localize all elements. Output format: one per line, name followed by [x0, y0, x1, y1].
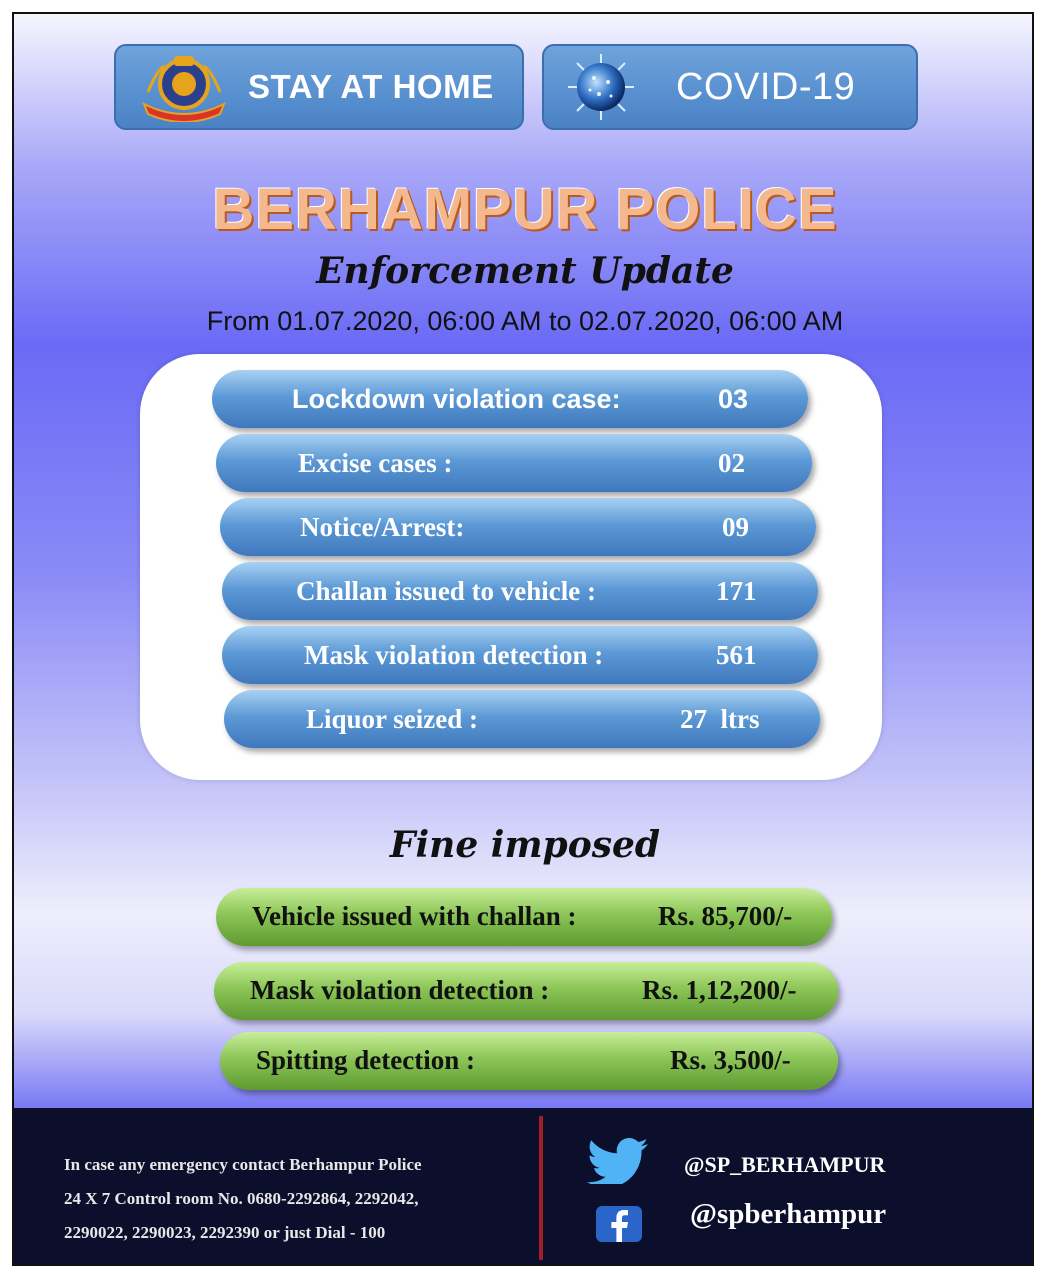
enforcement-row — [216, 434, 812, 492]
stay-at-home-banner — [114, 44, 524, 130]
footer — [14, 1108, 1034, 1266]
enforcement-row — [224, 690, 820, 748]
covid-label: COVID-19 — [676, 65, 856, 108]
twitter-icon[interactable] — [586, 1138, 650, 1184]
enforcement-value: 02 — [718, 447, 745, 478]
enforcement-value: 27 ltrs — [680, 703, 760, 734]
enforcement-label: Liquor seized : — [306, 703, 479, 734]
page-title: BERHAMPUR POLICE — [212, 177, 838, 242]
covid-banner — [542, 44, 918, 130]
enforcement-label: Mask violation detection : — [304, 639, 604, 670]
fine-label: Spitting detection : — [256, 1045, 475, 1075]
facebook-icon[interactable] — [594, 1204, 644, 1244]
facebook-handle[interactable]: @spberhampur — [690, 1198, 887, 1230]
stay-at-home-label: STAY AT HOME — [248, 68, 494, 105]
fine-label: Mask violation detection : — [250, 975, 550, 1005]
enforcement-card — [140, 354, 882, 780]
enforcement-label: Excise cases : — [298, 447, 453, 478]
enforcement-value: 09 — [722, 511, 749, 542]
enforcement-label: Challan issued to vehicle : — [296, 575, 597, 606]
fine-row — [216, 888, 832, 946]
police-emblem-icon — [138, 52, 230, 122]
twitter-handle[interactable]: @SP_BERHAMPUR — [684, 1152, 886, 1177]
fine-value: Rs. 3,500/- — [670, 1045, 791, 1075]
emergency-contact — [64, 1148, 422, 1250]
contact-line: In case any emergency contact Berhampur Police — [64, 1155, 422, 1174]
enforcement-value: 03 — [718, 383, 749, 414]
enforcement-subtitle: Enforcement Update — [316, 250, 734, 292]
fine-imposed-heading: Fine imposed — [389, 824, 661, 866]
fine-row — [214, 962, 838, 1020]
contact-line: 24 X 7 Control room No. 0680-2292864, 2292042, — [64, 1189, 419, 1208]
enforcement-row — [222, 562, 818, 620]
coronavirus-icon — [566, 52, 636, 122]
enforcement-label: Lockdown violation case: — [292, 383, 621, 414]
fine-value: Rs. 1,12,200/- — [642, 975, 797, 1005]
enforcement-row — [220, 498, 816, 556]
fine-value: Rs. 85,700/- — [658, 901, 793, 931]
enforcement-row — [212, 370, 808, 428]
report-period: From 01.07.2020, 06:00 AM to 02.07.2020, 06:00 AM — [206, 306, 844, 336]
enforcement-row — [222, 626, 818, 684]
footer-divider — [539, 1116, 543, 1260]
enforcement-value: 561 — [716, 639, 757, 670]
poster-frame — [12, 12, 1034, 1266]
enforcement-value: 171 — [716, 575, 757, 606]
contact-line: 2290022, 2290023, 2292390 or just Dial - 100 — [64, 1223, 386, 1242]
fine-row — [220, 1032, 838, 1090]
fine-label: Vehicle issued with challan : — [252, 901, 577, 931]
enforcement-label: Notice/Arrest: — [300, 511, 465, 542]
